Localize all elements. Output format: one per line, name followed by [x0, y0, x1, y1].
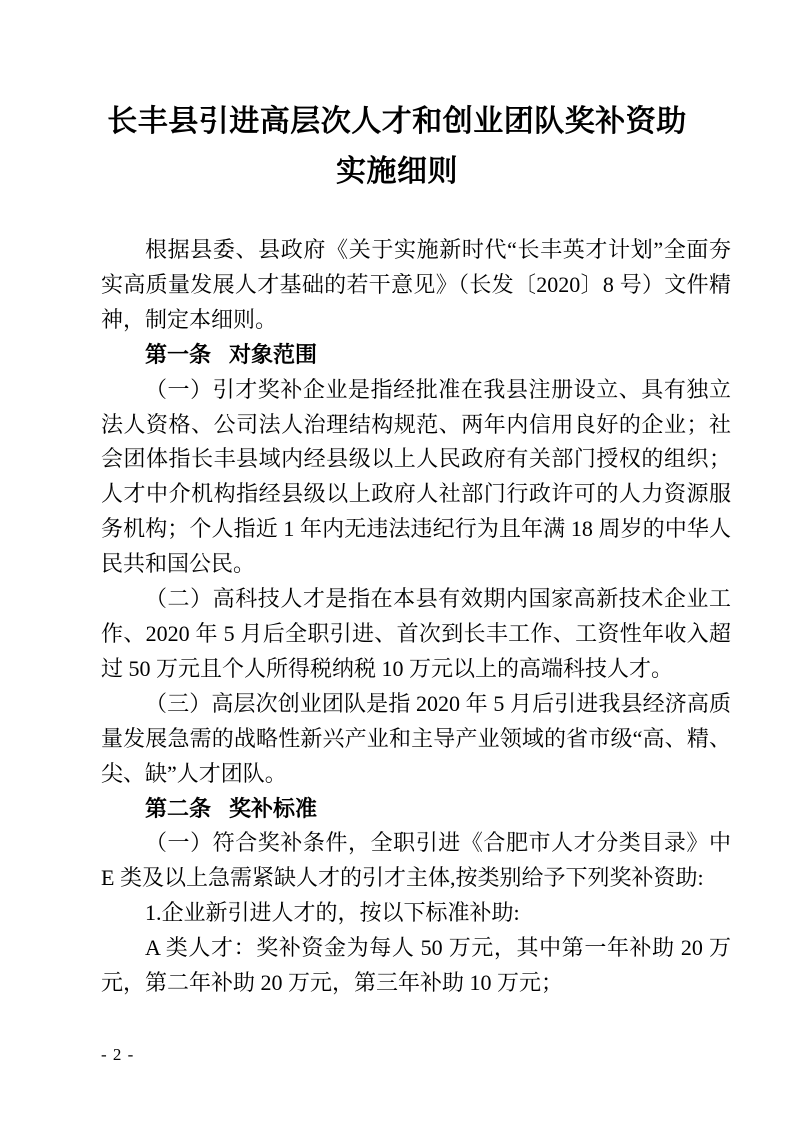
- document-title-line2: 实施细则: [336, 155, 458, 188]
- paragraph: 1.企业新引进人才的，按以下标准补助:: [145, 900, 520, 926]
- document-body: [101, 233, 731, 1001]
- article-heading-title: 对象范围: [229, 341, 318, 367]
- paragraph: A 类人才：奖补资金为每人 50 万元，其中第一年补助 20 万元，第二年补助 20 万元，第三年补助 10 万元；: [101, 935, 731, 996]
- page-number: - 2 -: [101, 1045, 135, 1064]
- article-heading: [101, 792, 731, 827]
- article-heading-label: 第一条: [145, 341, 212, 367]
- paragraph: （二）高科技人才是指在本县有效期内国家高新技术企业工作、2020 年 5 月后全职引进、首次到长丰工作、工资性年收入超过 50 万元且个人所得税纳税 10 万元以上的高端科技人才。: [101, 586, 731, 681]
- paragraph: （三）高层次创业团队是指 2020 年 5 月后引进我县经济高质量发展急需的战略性新兴产业和主导产业领域的省市级“高、精、尖、缺”人才团队。: [101, 690, 731, 786]
- document-title: [0, 97, 794, 197]
- article-heading-title: 奖补标准: [229, 795, 318, 821]
- document-title-line1: 长丰县引进高层次人才和创业团队奖补资助: [107, 105, 687, 138]
- paragraph: （一）引才奖补企业是指经批准在我县注册设立、具有独立法人资格、公司法人治理结构规范、两年内信用良好的企业；社会团体指长丰县域内经县级以上人民政府有关部门授权的组织；人才中介机构指经县级以上政府人社部门行政许可的人力资源服务机构；个人指近 1 年内无违法违纪行为且年满 18 周岁的中华人民共和国公民。: [101, 376, 731, 577]
- article-heading: [101, 338, 731, 373]
- paragraph: （一）符合奖补条件，全职引进《合肥市人才分类目录》中 E 类及以上急需紧缺人才的引才主体,按类别给予下列奖补资助:: [101, 830, 731, 891]
- paragraph: 根据县委、县政府《关于实施新时代“长丰英才计划”全面夯实高质量发展人才基础的若干意见》（长发〔2020〕8 号）文件精神，制定本细则。: [101, 237, 731, 332]
- article-heading-label: 第二条: [145, 795, 212, 821]
